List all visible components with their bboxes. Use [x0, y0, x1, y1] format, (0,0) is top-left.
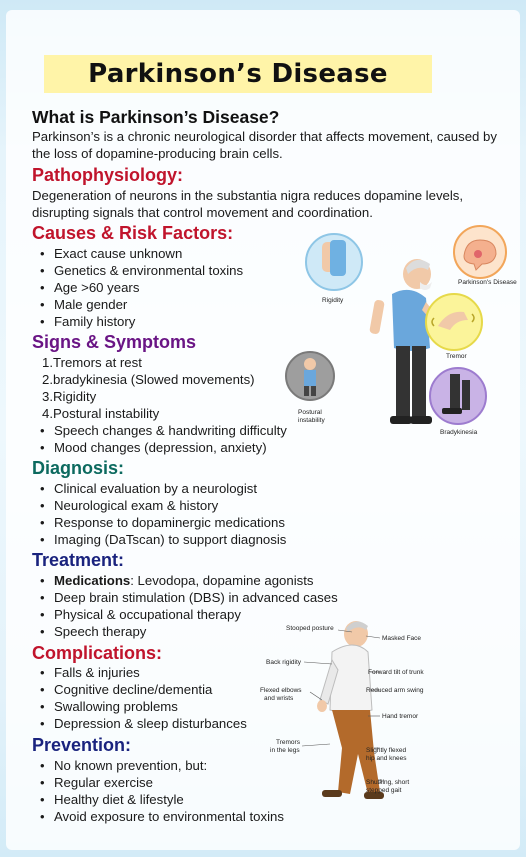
- list-item: • Speech changes & handwriting difficulty: [40, 422, 287, 439]
- complications-heading: Complications:: [32, 643, 163, 663]
- list-item: • Deep brain stimulation (DBS) in advanced cases: [40, 589, 338, 606]
- rigidity-circle: [306, 234, 362, 290]
- list-item: • Exact cause unknown: [40, 245, 243, 262]
- list-item: • Imaging (DaTscan) to support diagnosis: [40, 531, 286, 548]
- complications-list: [40, 664, 247, 732]
- posture-illustration: [256, 620, 452, 826]
- list-item: • Depression & sleep disturbances: [40, 715, 247, 732]
- brain-circle: [454, 226, 506, 278]
- medications-label: Medications: [54, 573, 131, 588]
- list-item: • Physical & occupational therapy: [40, 606, 338, 623]
- signs-numbered-list: [42, 354, 255, 422]
- list-item: • Age >60 years: [40, 279, 243, 296]
- list-item: • Clinical evaluation by a neurologist: [40, 480, 286, 497]
- causes-list: [40, 245, 243, 330]
- slightly-label-line1: Slightly flexed: [366, 747, 407, 754]
- list-item: • Male gender: [40, 296, 243, 313]
- flexed-label-line2: and wrists: [264, 695, 294, 702]
- medications-text: : Levodopa, dopamine agonists: [130, 573, 314, 588]
- masked-label: Masked Face: [382, 635, 422, 642]
- signs-heading: Signs & Symptoms: [32, 332, 197, 352]
- flexed-label-line1: Flexed elbows: [260, 687, 302, 694]
- diagnosis-heading: Diagnosis:: [32, 458, 125, 478]
- list-item: 4.Postural instability: [42, 406, 160, 421]
- diagnosis-list: [40, 480, 286, 548]
- list-item: • Response to dopaminergic medications: [40, 514, 286, 531]
- list-item: • No known prevention, but:: [40, 757, 284, 774]
- tremors-label-line1: Tremors: [276, 739, 300, 746]
- postural-circle: [286, 352, 334, 400]
- stooped-man-figure: [317, 621, 384, 799]
- list-item: • Neurological exam & history: [40, 497, 286, 514]
- shuffling-label-line2: stepped gait: [366, 787, 402, 794]
- what-heading: What is Parkinson’s Disease?: [32, 107, 280, 127]
- what-text: Parkinson’s is a chronic neurological disorder that affects movement, caused by the loss of dopamine-producing brain cells.: [32, 129, 497, 161]
- list-item: 3.Rigidity: [42, 389, 97, 404]
- tremor-circle: [426, 294, 482, 350]
- back-label: Back rigidity: [266, 659, 302, 666]
- treatment-heading: Treatment:: [32, 550, 125, 570]
- bradykinesia-label: Bradykinesia: [440, 429, 478, 436]
- hand-label: Hand tremor: [382, 713, 419, 720]
- symptoms-illustration: [282, 222, 517, 444]
- bradykinesia-circle: [430, 368, 486, 424]
- list-item: 1.Tremors at rest: [42, 355, 142, 370]
- list-item: • Cognitive decline/dementia: [40, 681, 247, 698]
- causes-heading: Causes & Risk Factors:: [32, 223, 234, 243]
- list-item: • Mood changes (depression, anxiety): [40, 439, 287, 456]
- postural-label-line2: instability: [298, 417, 325, 424]
- list-item: • Regular exercise: [40, 774, 284, 791]
- list-item: • Falls & injuries: [40, 664, 247, 681]
- tremor-label: Tremor: [446, 353, 467, 360]
- signs-bullet-list: [40, 422, 287, 456]
- reduced-label: Reduced arm swing: [366, 687, 424, 694]
- list-item: • Avoid exposure to environmental toxins: [40, 808, 284, 825]
- list-item: [40, 572, 338, 589]
- rigidity-label: Rigidity: [322, 297, 344, 304]
- shuffling-label-line1: Shuffling, short: [366, 779, 410, 786]
- list-item: 2.bradykinesia (Slowed movements): [42, 372, 255, 387]
- list-item: • Family history: [40, 313, 243, 330]
- slightly-label-line2: hip and knees: [366, 755, 407, 762]
- page-title: Parkinson’s Disease: [44, 55, 432, 93]
- forward-label: Forward tilt of trunk: [368, 669, 424, 676]
- tremors-label-line2: in the legs: [270, 747, 300, 754]
- list-item: • Speech therapy: [40, 623, 338, 640]
- list-item: • Genetics & environmental toxins: [40, 262, 243, 279]
- prevention-heading: Prevention:: [32, 735, 132, 755]
- list-item: • Swallowing problems: [40, 698, 247, 715]
- patho-text: Degeneration of neurons in the substantia nigra reduces dopamine levels, disrupting signals that control movement and coordination.: [32, 188, 464, 220]
- patho-heading: Pathophysiology:: [32, 165, 184, 185]
- prevention-list: [40, 757, 284, 825]
- parkinsons-label: Parkinson's Disease: [458, 279, 517, 286]
- list-item: • Healthy diet & lifestyle: [40, 791, 284, 808]
- stooped-label: Stooped posture: [286, 625, 334, 632]
- postural-label-line1: Postural: [298, 409, 322, 416]
